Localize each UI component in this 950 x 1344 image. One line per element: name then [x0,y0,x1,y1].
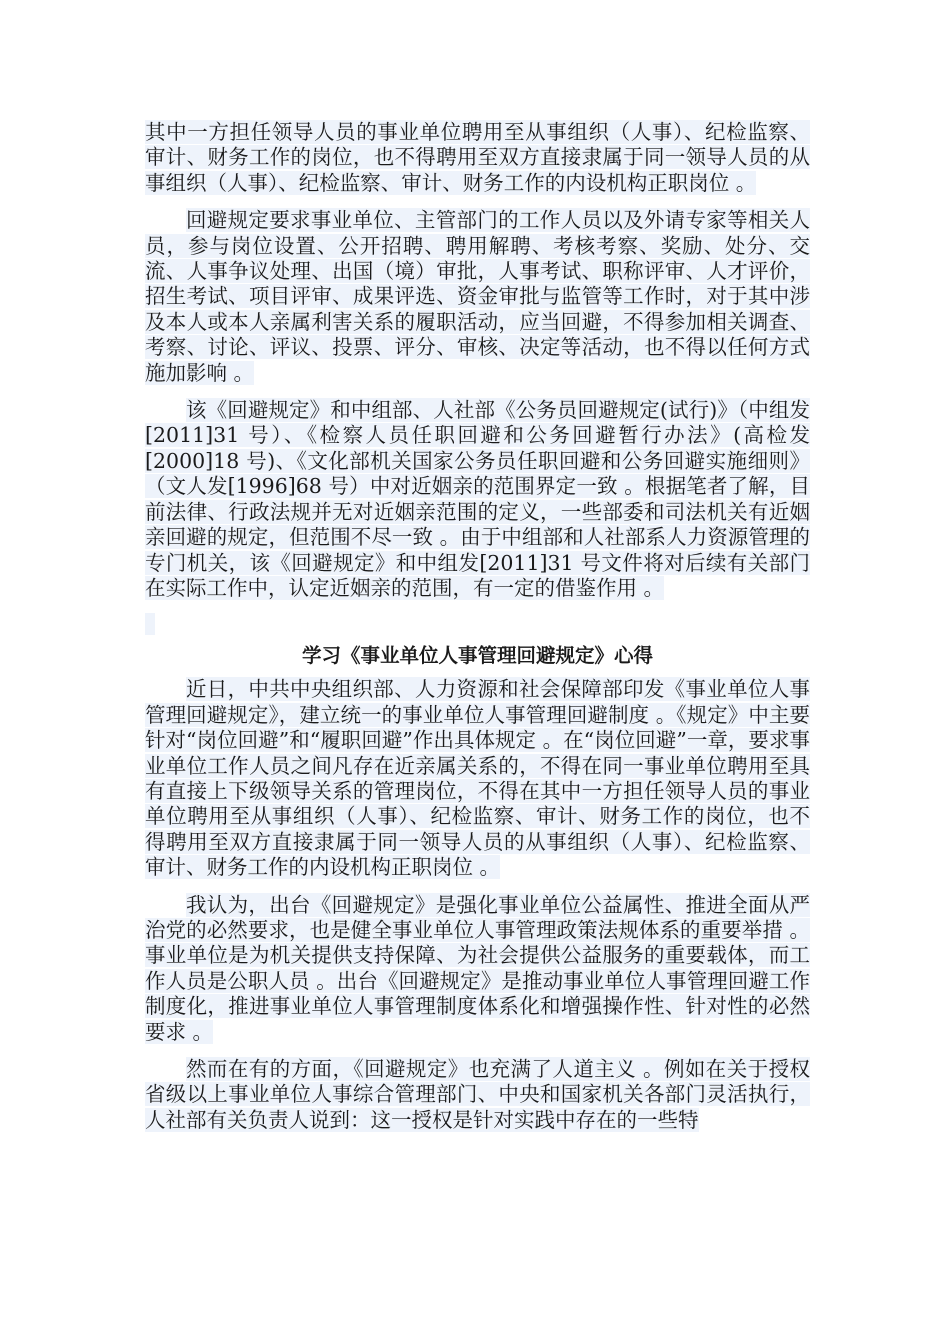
paragraph-humanism: 然而在有的方面，《回避规定》也充满了人道主义 。例如在关于授权省级以上事业单位人事综合管理部门、中央和国家机关各部门灵活执行，人社部有关负责人说到：这一授权是针对实践中存在的一些特 [145,1057,810,1132]
article-title: 学习《事业单位人事管理回避规定》心得 [301,644,653,668]
paragraph-intro: 近日，中共中央组织部、人力资源和社会保障部印发《事业单位人事管理回避规定》，建立统一的事业单位人事管理回避制度 。《规定》中主要针对“岗位回避”和“履职回避”作出具体规定 。在“岗位回避”一章，要求事业单位工作人员之间凡存在近亲属关系的，不得在同一事业单位聘用至具有直接上下级领导关系的管理岗位，不得在其中一方担任领导人员的事业单位聘用至从事组织（人事）、纪检监察、审计、财务工作的岗位，也不得聘用至双方直接隶属于同一领导人员的从事组织（人事）、纪检监察、审计、财务工作的内设机构正职岗位 。 [145,677,810,880]
document-page [145,120,810,1145]
paragraph-in-law-scope: 该《回避规定》和中组部、人社部《公务员回避规定(试行)》（中组发[2011]31 号）、《检察人员任职回避和公务回避暂行办法》(高检发[2000]18 号)、《文化部机关国家公务员任职回避和公务回避实施细则》（文人发[1996]68 号）中对近姻亲的范围界定一致 。根据笔者了解，目前法律、行政法规并无对近姻亲范围的定义，一些部委和司法机关有近姻亲回避的规定，但范围不尽一致 。由于中组部和人社部系人力资源管理的专门机关，该《回避规定》和中组发[2011]31 号文件将对后续有关部门在实际工作中，认定近姻亲的范围，有一定的借鉴作用 。 [145,398,810,600]
paragraph-mark [145,613,155,635]
paragraph-continued: 其中一方担任领导人员的事业单位聘用至从事组织（人事）、纪检监察、审计、财务工作的岗位，也不得聘用至双方直接隶属于同一领导人员的从事组织（人事）、纪检监察、审计、财务工作的内设机构正职岗位 。 [145,120,810,195]
paragraph-avoidance-requirements: 回避规定要求事业单位、主管部门的工作人员以及外请专家等相关人员，参与岗位设置、公开招聘、聘用解聘、考核考察、奖励、处分、交流、人事争议处理、出国（境）审批，人事考试、职称评审、人才评价，招生考试、项目评审、成果评选、资金审批与监管等工作时，对于其中涉及本人或本人亲属利害关系的履职活动，应当回避，不得参加相关调查、考察、讨论、评议、投票、评分、审核、决定等活动，也不得以任何方式施加影响 。 [145,208,810,385]
paragraph-opinion: 我认为，出台《回避规定》是强化事业单位公益属性、推进全面从严治党的必然要求，也是健全事业单位人事管理政策法规体系的重要举措 。事业单位是为机关提供支持保障、为社会提供公益服务的重要载体，而工作人员是公职人员 。出台《回避规定》是推动事业单位人事管理回避工作制度化，推进事业单位人事管理制度体系化和增强操作性、针对性的必然要求 。 [145,892,810,1044]
